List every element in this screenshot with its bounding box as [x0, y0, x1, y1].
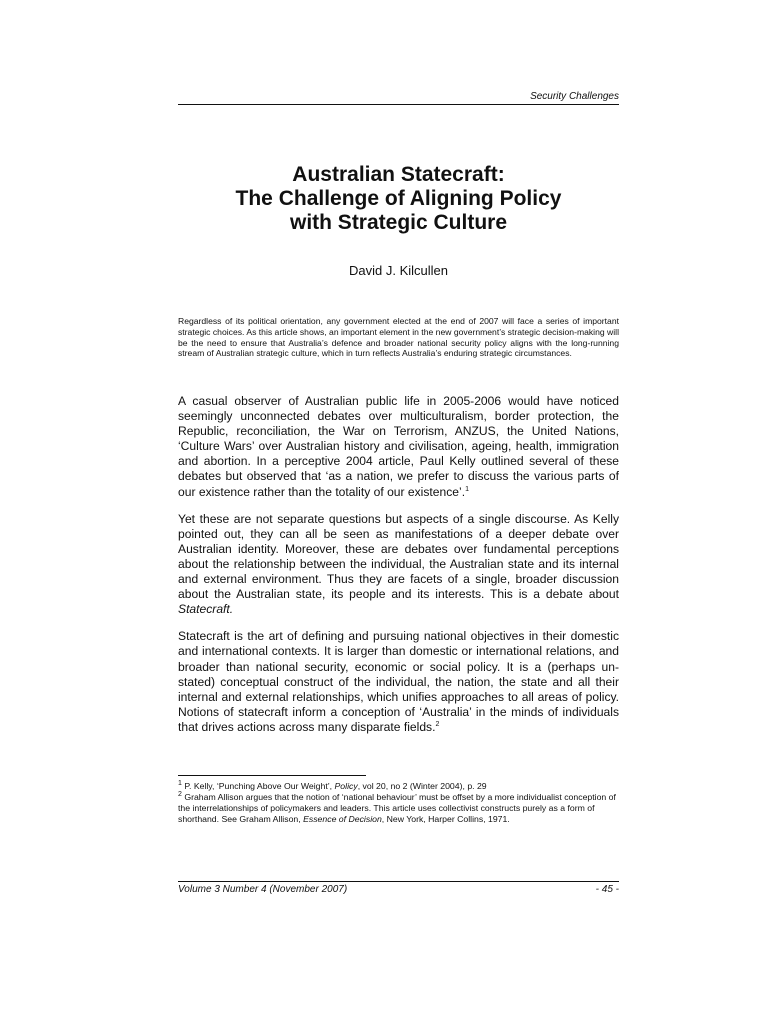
footnote-2 [178, 792, 619, 825]
body-paragraph-2 [178, 512, 619, 618]
paragraph-text: Statecraft is the art of defining and pursuing national objectives in their domestic and international contexts. It is larger than domestic or international relations, and broader than national security, economic or social policy. It is a (perhaps un-stated) conceptual construct of the individual, the nation, the state and all their internal and external relationships, which unifies approaches to all areas of policy. Notions of statecraft inform a conception of ‘Australia’ in the minds of individuals that drives actions across many disparate fields. [178, 629, 619, 734]
emphasis-statecraft: Statecraft. [178, 602, 234, 617]
paragraph-text: A casual observer of Australian public life in 2005-2006 would have noticed seemingly unconnected debates over multiculturalism, border protection, the Republic, reconciliation, the War on Terrorism, ANZUS, the United Nations, ‘Culture Wars’ over Australian history and civilisation, ageing, health, immigration and abortion. In a perceptive 2004 article, Paul Kelly outlined several of these debates but observed that ‘as a nation, we prefer to discuss the various parts of our existence rather than the totality of our existence’. [178, 394, 619, 499]
running-head: Security Challenges [530, 91, 619, 102]
footnote-ref-1: 1 [465, 485, 469, 493]
body-paragraph-3 [178, 629, 619, 735]
footnote-italic: Policy [334, 781, 358, 791]
footnote-ref-2: 2 [435, 720, 440, 728]
paragraph-text: Yet these are not separate questions but aspects of a single discourse. As Kelly pointed out, they can all be seen as manifestations of a deeper debate over Australian identity. Moreover, these are debates over fundamental perceptions about the relationship between the individual, the Australian state and its internal and external environment. Thus they are facets of a single, broader discussion about the Australian state, its people and its interests. This is a debate about [178, 511, 619, 602]
header-rule [178, 104, 619, 105]
footnote-text: P. Kelly, ‘Punching Above Our Weight’, [181, 781, 335, 791]
article-body [178, 394, 619, 747]
footnote-number: 1 [178, 780, 182, 788]
footnote-text: Graham Allison argues that the notion of ‘national behaviour’ must be offset by a more individualist conception of the interrelationships of policymakers and leaders. This article uses collectivist constructs purely as a form of shorthand. See Graham Allison, [178, 791, 616, 824]
footer-rule [178, 881, 619, 882]
body-paragraph-1 [178, 394, 619, 500]
title-line-3: with Strategic Culture [289, 211, 508, 234]
article-title [178, 163, 619, 235]
title-line-1: Australian Statecraft: [292, 163, 505, 186]
footnote-1 [178, 781, 619, 792]
footnote-number: 2 [178, 791, 182, 799]
footnote-italic: Essence of Decision [303, 813, 382, 824]
abstract: Regardless of its political orientation, any government elected at the end of 2007 will face a series of important strategic choices. As this article shows, an important element in the new government’s strategic decision-making will be the need to ensure that Australia’s defence and broader national security policy aligns with the long-running stream of Australian strategic culture, which in turn reflects Australia’s enduring strategic circumstances. [178, 316, 619, 359]
footnote-text: , New York, Harper Collins, 1971. [381, 813, 510, 824]
page-number: - 45 - [595, 884, 619, 895]
author-name: David J. Kilcullen [349, 263, 448, 278]
title-line-2: The Challenge of Aligning Policy [235, 187, 562, 210]
footnote-rule [178, 775, 366, 776]
footnotes [178, 781, 619, 825]
issue-info: Volume 3 Number 4 (November 2007) [178, 884, 348, 895]
footnote-text: , vol 20, no 2 (Winter 2004), p. 29 [357, 781, 487, 791]
